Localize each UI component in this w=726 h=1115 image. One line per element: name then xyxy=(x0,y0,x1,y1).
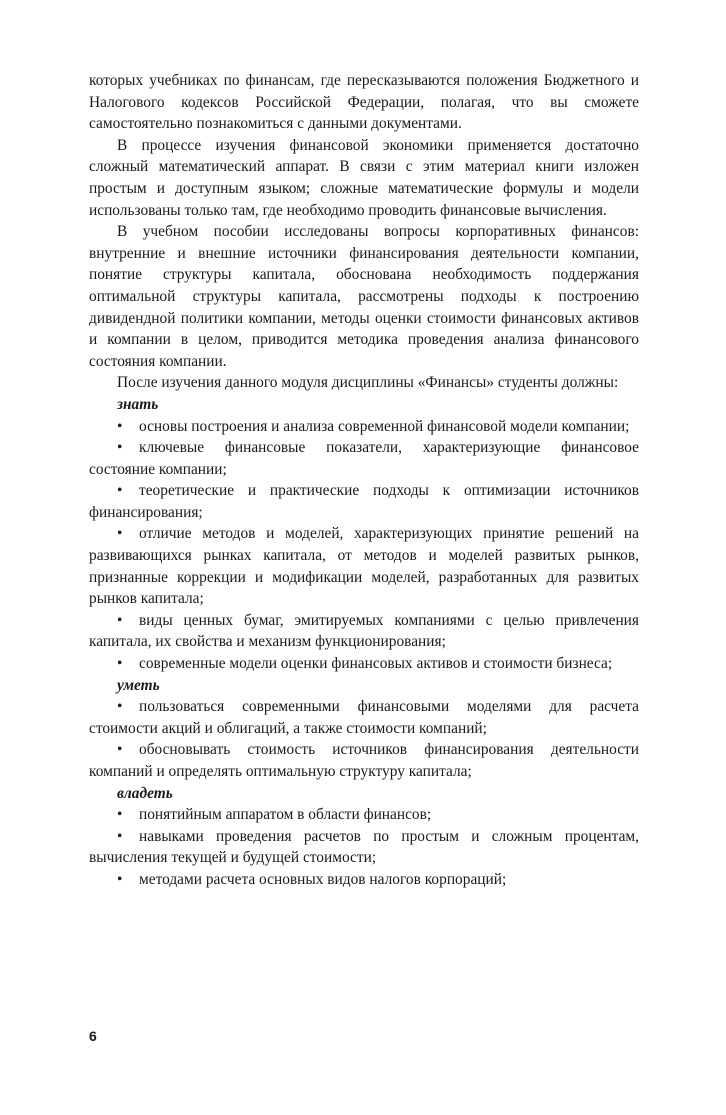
list-item-text: современные модели оценки финансовых активов и стоимости бизнеса; xyxy=(139,655,613,673)
bullet-icon: • xyxy=(117,806,123,824)
list-item xyxy=(89,480,639,523)
list-item xyxy=(89,653,639,675)
body-text xyxy=(89,70,639,891)
list-item xyxy=(89,416,639,438)
list-item-text: отличие методов и моделей, характеризующих принятие решений на развивающихся рынках капитала, от методов и моделей развитых рынков, признанные коррекции и модификации моделей, разработанных для развитых рынков капитала; xyxy=(89,525,639,608)
list-item xyxy=(89,869,639,891)
list-item-text: теоретические и практические подходы к оптимизации источников финансирования; xyxy=(89,482,639,521)
list-item-text: обосновывать стоимость источников финансирования деятельности компаний и определять оптимальную структуру капитала; xyxy=(89,741,639,780)
list-item-text: пользоваться современными финансовыми моделями для расчета стоимости акций и облигаций, а также стоимости компаний; xyxy=(89,698,639,737)
list-item-text: виды ценных бумаг, эмитируемых компаниями с целью привлечения капитала, их свойства и механизм функционирования; xyxy=(89,611,639,651)
section-heading-master: владеть xyxy=(117,784,173,802)
section-heading-know: знать xyxy=(117,395,159,413)
list-item-text: понятийным аппаратом в области финансов; xyxy=(139,806,432,824)
list-item-text: методами расчета основных видов налогов корпораций; xyxy=(139,870,507,888)
bullet-icon: • xyxy=(117,741,123,759)
bullet-icon: • xyxy=(117,870,123,888)
bullet-icon: • xyxy=(117,482,123,500)
page-number: 6 xyxy=(89,1028,97,1044)
bullet-icon: • xyxy=(117,655,123,673)
list-item xyxy=(89,739,639,782)
list-item-text: навыками проведения расчетов по простым и сложным процентам, вычисления текущей и будущей стоимости; xyxy=(89,827,639,867)
bullet-icon: • xyxy=(117,827,123,845)
section-heading-be-able: уметь xyxy=(117,676,160,694)
paragraph: которых учебниках по финансам, где пересказываются положения Бюджетного и Налогового кодексов Российской Федерации, полагая, что вы сможете самостоятельно познакомиться с данными документами. xyxy=(89,72,639,133)
paragraph: В процессе изучения финансовой экономики применяется достаточно сложный математический аппарат. В связи с этим материал книги изложен простым и доступным языком; сложные математические формулы и модели использованы только там, где необходимо проводить финансовые вычисления. xyxy=(89,136,639,219)
list-item xyxy=(89,610,639,653)
bullet-icon: • xyxy=(117,525,123,543)
bullet-icon: • xyxy=(117,417,123,435)
bullet-icon: • xyxy=(117,611,123,629)
paragraph: После изучения данного модуля дисциплины «Финансы» студенты должны: xyxy=(117,374,619,392)
bullet-icon: • xyxy=(117,439,123,457)
list-item-text: ключевые финансовые показатели, характеризующие финансовое состояние компании; xyxy=(89,439,639,478)
list-item xyxy=(89,804,639,826)
list-item xyxy=(89,696,639,739)
list-item xyxy=(89,826,639,869)
list-item xyxy=(89,523,639,609)
paragraph: В учебном пособии исследованы вопросы корпоративных финансов: внутренние и внешние источники финансирования деятельности компании, понятие структуры капитала, обоснована необходимость поддержания оптимальной структуры капитала, рассмотрены подходы к построению дивидендной политики компании, методы оценки стоимости финансовых активов и компании в целом, приводится методика проведения анализа финансового состояния компании. xyxy=(89,223,639,370)
bullet-icon: • xyxy=(117,698,123,716)
list-item xyxy=(89,437,639,480)
list-item-text: основы построения и анализа современной финансовой модели компании; xyxy=(139,417,630,435)
